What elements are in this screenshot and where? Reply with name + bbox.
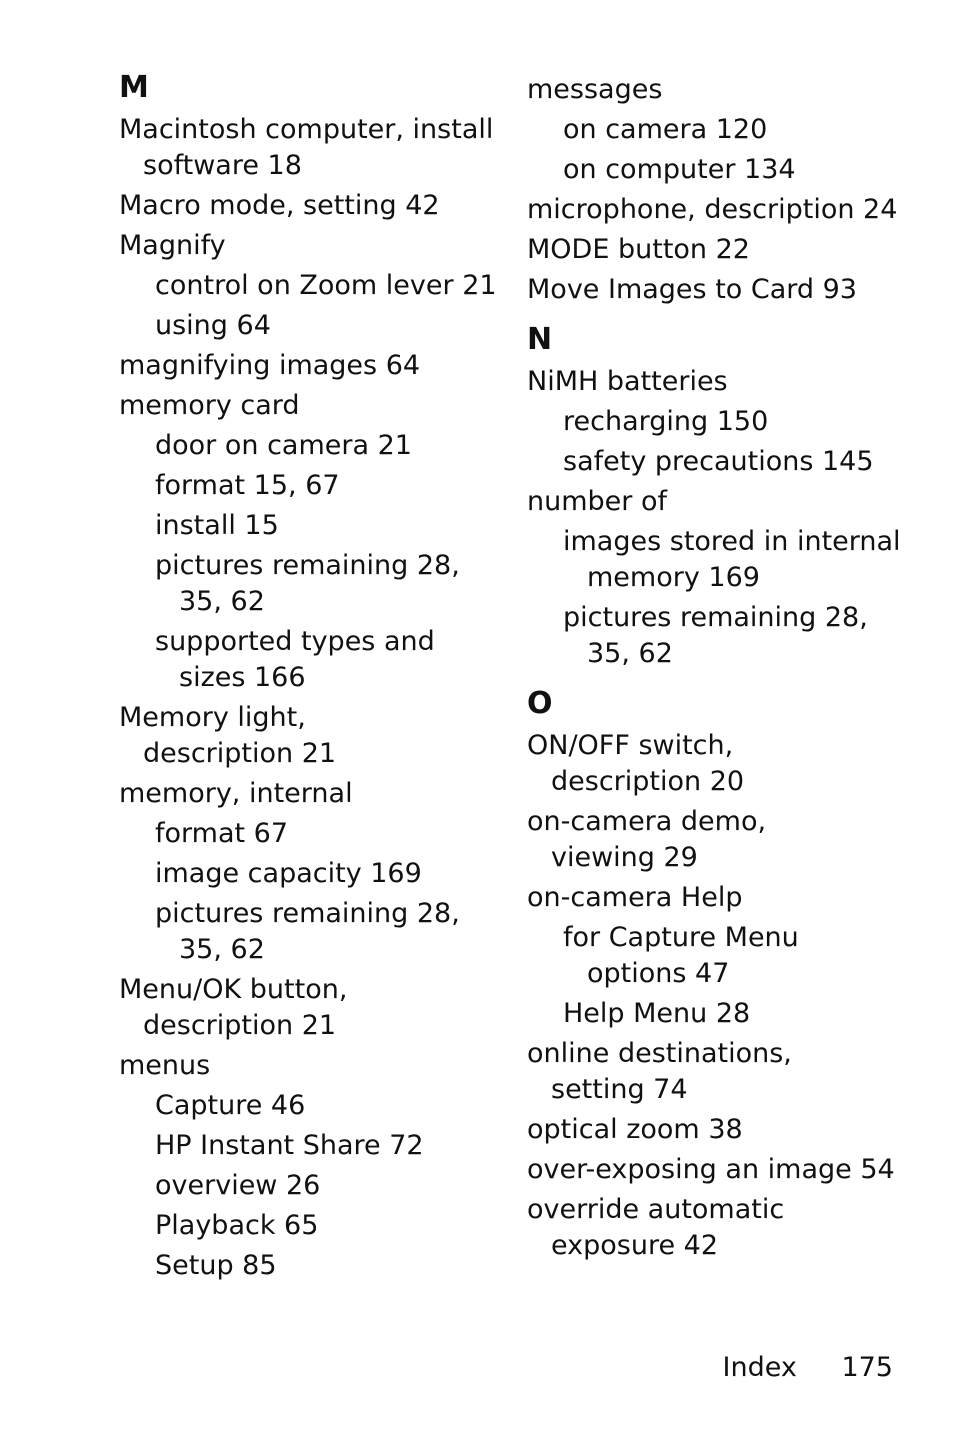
index-entry	[119, 700, 499, 772]
entry-line: image capacity 169	[155, 858, 422, 889]
index-subentry	[119, 428, 499, 464]
index-subentry	[119, 1248, 499, 1284]
entry-line: door on camera 21	[155, 430, 412, 461]
entry-line: over-exposing an image 54	[527, 1154, 895, 1185]
index-subentry	[527, 600, 927, 672]
index-subentry	[119, 1168, 499, 1204]
entry-line: Macintosh computer, install	[119, 114, 494, 145]
entry-line: Playback 65	[155, 1210, 319, 1241]
entry-line: safety precautions 145	[563, 446, 874, 477]
entry-continuation-line: 35, 62	[587, 638, 673, 669]
index-subentry	[527, 404, 927, 440]
index-entry	[527, 804, 927, 876]
index-subentry	[527, 524, 927, 596]
index-entry	[527, 272, 927, 308]
entry-line: for Capture Menu	[563, 922, 799, 953]
entry-line: Move Images to Card 93	[527, 274, 857, 305]
index-subentry	[119, 468, 499, 504]
page-footer	[723, 1350, 893, 1386]
index-entry	[527, 1112, 927, 1148]
entry-continuation-line: memory 169	[587, 562, 760, 593]
entry-line: menus	[119, 1050, 211, 1081]
entry-line: Help Menu 28	[563, 998, 751, 1029]
entry-line: pictures remaining 28,	[563, 602, 868, 633]
index-column-right	[527, 68, 927, 1264]
index-subentry	[527, 112, 927, 148]
entry-line: Macro mode, setting 42	[119, 190, 440, 221]
index-entry	[119, 1048, 499, 1084]
index-subentry	[527, 996, 927, 1032]
index-subentry	[527, 444, 927, 480]
entry-continuation-line: sizes 166	[179, 662, 306, 693]
entry-line: override automatic	[527, 1194, 785, 1225]
entry-line: HP Instant Share 72	[155, 1130, 424, 1161]
entry-continuation-line: viewing 29	[551, 842, 698, 873]
entry-line: Magnify	[119, 230, 226, 261]
index-column-left	[119, 68, 499, 1284]
entry-line: on camera 120	[563, 114, 768, 145]
index-subentry	[119, 268, 499, 304]
index-entry	[527, 1036, 927, 1108]
entry-line: on computer 134	[563, 154, 796, 185]
index-entry	[119, 972, 499, 1044]
index-subentry	[527, 152, 927, 188]
entry-line: MODE button 22	[527, 234, 750, 265]
entry-line: memory card	[119, 390, 300, 421]
entry-continuation-line: options 47	[587, 958, 730, 989]
index-entry	[527, 192, 927, 228]
index-entry	[119, 348, 499, 384]
index-subentry	[119, 1088, 499, 1124]
index-entry	[527, 1152, 927, 1188]
index-entry	[527, 232, 927, 268]
entry-continuation-line: description 20	[551, 766, 745, 797]
entry-line: recharging 150	[563, 406, 769, 437]
section-letter-heading: M	[119, 70, 149, 105]
entry-line: NiMH batteries	[527, 366, 728, 397]
entry-line: pictures remaining 28,	[155, 550, 460, 581]
entry-line: Setup 85	[155, 1250, 277, 1281]
index-subentry	[119, 1128, 499, 1164]
entry-line: supported types and	[155, 626, 435, 657]
entry-line: overview 26	[155, 1170, 321, 1201]
entry-line: optical zoom 38	[527, 1114, 743, 1145]
entry-line: images stored in internal	[563, 526, 901, 557]
index-entry	[527, 72, 927, 108]
section-letter-heading: O	[527, 686, 553, 721]
index-entry	[527, 1192, 927, 1264]
entry-continuation-line: 35, 62	[179, 586, 265, 617]
index-entry	[119, 228, 499, 264]
entry-line: ON/OFF switch,	[527, 730, 734, 761]
footer-label: Index	[722, 1352, 797, 1383]
entry-line: memory, internal	[119, 778, 353, 809]
index-entry	[527, 364, 927, 400]
entry-line: format 15, 67	[155, 470, 340, 501]
entry-line: install 15	[155, 510, 279, 541]
entry-continuation-line: setting 74	[551, 1074, 688, 1105]
entry-line: number of	[527, 486, 667, 517]
entry-line: messages	[527, 74, 663, 105]
index-subentry	[119, 816, 499, 852]
page-number: 175	[841, 1352, 893, 1383]
index-entry	[527, 484, 927, 520]
index-subentry	[119, 1208, 499, 1244]
index-entry	[527, 728, 927, 800]
entry-continuation-line: software 18	[143, 150, 302, 181]
section-letter-heading: N	[527, 322, 553, 357]
index-entry	[119, 776, 499, 812]
index-subentry	[119, 308, 499, 344]
index-subentry	[119, 508, 499, 544]
entry-line: Menu/OK button,	[119, 974, 348, 1005]
entry-line: using 64	[155, 310, 271, 341]
entry-line: microphone, description 24	[527, 194, 898, 225]
index-subentry	[119, 856, 499, 892]
index-entry	[119, 388, 499, 424]
index-entry	[527, 880, 927, 916]
entry-line: on-camera demo,	[527, 806, 767, 837]
index-subentry	[119, 548, 499, 620]
entry-line: pictures remaining 28,	[155, 898, 460, 929]
index-entry	[119, 112, 499, 184]
entry-line: format 67	[155, 818, 289, 849]
entry-line: on-camera Help	[527, 882, 743, 913]
entry-continuation-line: 35, 62	[179, 934, 265, 965]
entry-continuation-line: description 21	[143, 1010, 337, 1041]
entry-continuation-line: exposure 42	[551, 1230, 719, 1261]
index-subentry	[119, 896, 499, 968]
entry-line: magnifying images 64	[119, 350, 421, 381]
entry-line: control on Zoom lever 21	[155, 270, 497, 301]
entry-line: Capture 46	[155, 1090, 306, 1121]
entry-line: online destinations,	[527, 1038, 792, 1069]
entry-continuation-line: description 21	[143, 738, 337, 769]
index-subentry	[119, 624, 499, 696]
index-entry	[119, 188, 499, 224]
entry-line: Memory light,	[119, 702, 306, 733]
index-subentry	[527, 920, 927, 992]
